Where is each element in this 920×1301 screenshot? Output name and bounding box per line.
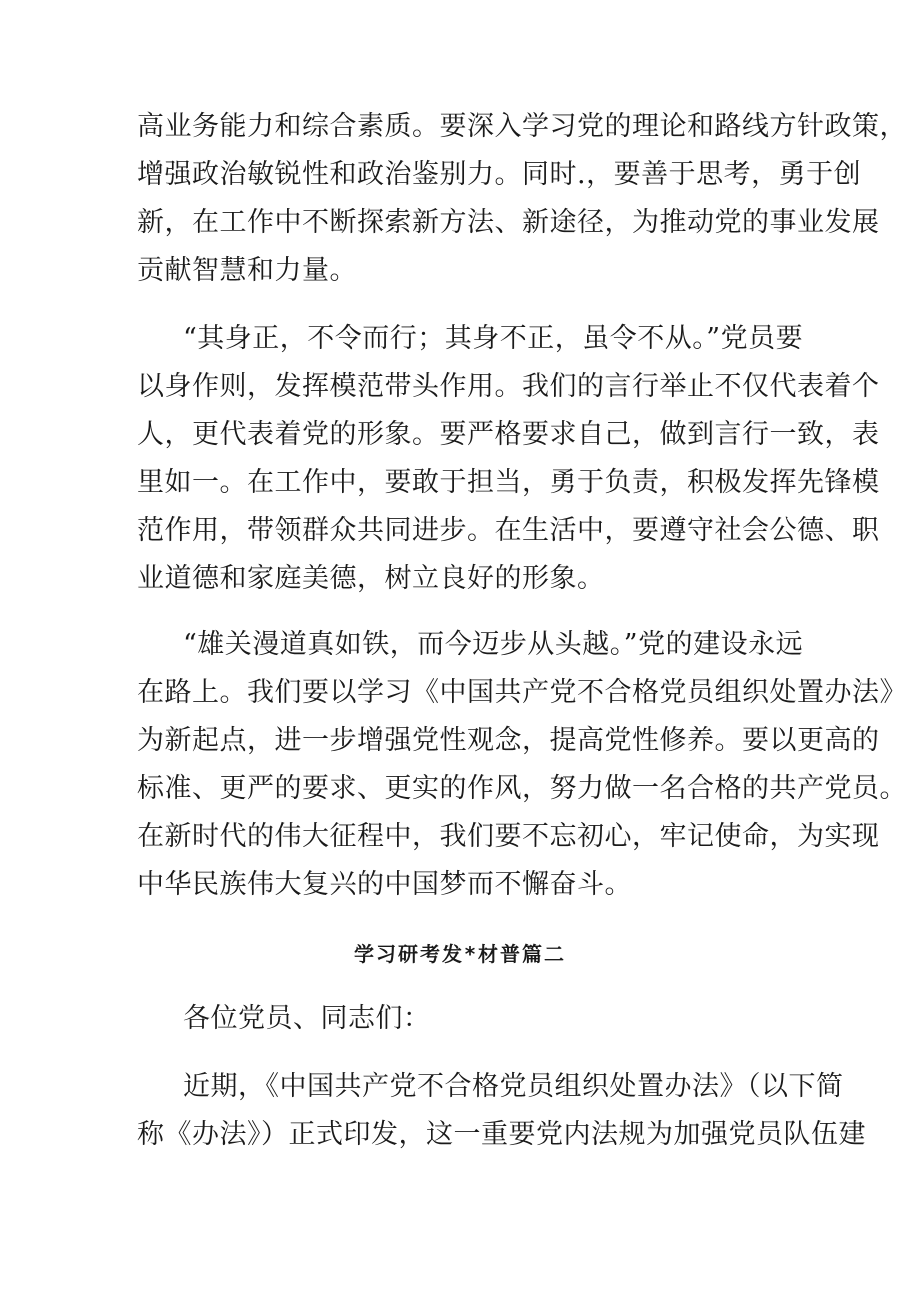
text-line: 新，在工作中不断探索新方法、新途径，为推动党的事业发展 xyxy=(137,207,880,238)
text-line: 里如一。在工作中，要敢于担当，勇于负责，积极发挥先锋模 xyxy=(137,467,880,498)
text-line: 人，更代表着党的形象。要严格要求自己，做到言行一致，表 xyxy=(137,419,880,450)
text-line: 近期，《中国共产党不合格党员组织处置办法》（以下简 xyxy=(183,1071,844,1102)
text-line: “其身正，不令而行；其身不正，虽令不从。”党员要 xyxy=(183,323,804,354)
text-line: 为新起点，进一步增强党性观念，提高党性修养。要以更高的 xyxy=(137,725,880,756)
text-line: 在新时代的伟大征程中，我们要不忘初心，牢记使命，为实现 xyxy=(137,821,880,852)
section-title: 学习研考发*材普篇二 xyxy=(353,942,567,966)
text-line: 高业务能力和综合素质。要深入学习党的理论和路线方针政策， xyxy=(137,111,907,142)
text-line: 业道德和家庭美德，树立良好的形象。 xyxy=(137,563,605,594)
text-line: 标准、更严的要求、更实的作风，努力做一名合格的共产党员。 xyxy=(137,773,907,804)
text-line: 以身作则，发挥模范带头作用。我们的言行举止不仅代表着个 xyxy=(137,371,880,402)
text-line: 在路上。我们要以学习《中国共产党不合格党员组织处置办法》 xyxy=(137,677,907,708)
text-line: 范作用，带领群众共同进步。在生活中，要遵守社会公德、职 xyxy=(137,515,880,546)
text-line: 贡献智慧和力量。 xyxy=(137,255,357,286)
text-line: “雄关漫道真如铁，而今迈步从头越。”党的建设永远 xyxy=(183,629,804,660)
salutation: 各位党员、同志们： xyxy=(183,1003,431,1034)
text-line: 增强政治敏锐性和政治鉴别力。同时.，要善于思考，勇于创 xyxy=(137,159,862,190)
text-line: 称《办法》）正式印发，这一重要党内法规为加强党员队伍建 xyxy=(137,1119,866,1150)
text-line: 中华民族伟大复兴的中国梦而不懈奋斗。 xyxy=(137,869,632,900)
